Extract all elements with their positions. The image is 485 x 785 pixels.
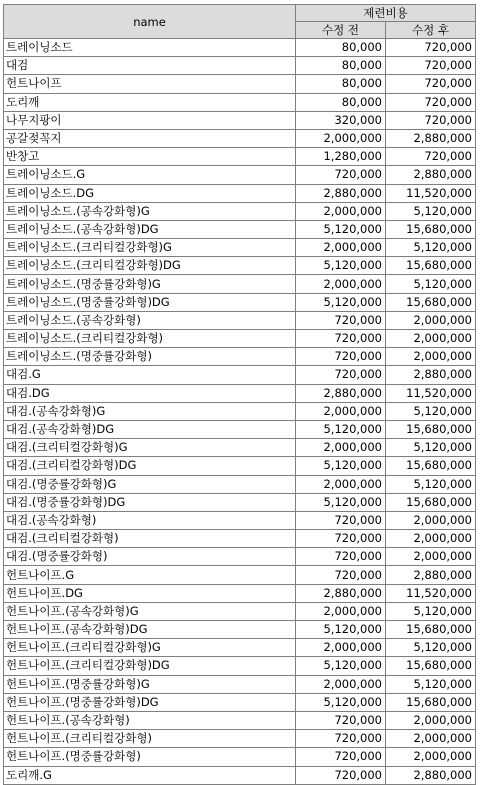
cell-before: 2,000,000 [296,202,386,220]
cell-after: 5,120,000 [386,602,476,620]
cell-name: 트레이닝소드.(공속강화형)G [4,202,296,220]
table-row [4,220,476,238]
cell-name: 트레이닝소드.DG [4,184,296,202]
table-row [4,548,476,566]
cell-name: 트레이닝소드.G [4,166,296,184]
cell-before: 5,120,000 [296,657,386,675]
table-row [4,348,476,366]
table-row [4,39,476,57]
cell-after: 15,680,000 [386,693,476,711]
cell-name: 헌트나이프.DG [4,584,296,602]
cell-name: 헌트나이프.(크리티컬강화형) [4,730,296,748]
table-row [4,257,476,275]
table-row [4,602,476,620]
cell-after: 2,000,000 [386,548,476,566]
cell-name: 대검.(공속강화형)G [4,402,296,420]
table-row [4,311,476,329]
cell-name: 트레이닝소드.(공속강화형) [4,311,296,329]
cell-after: 5,120,000 [386,475,476,493]
cell-after: 720,000 [386,57,476,75]
cell-after: 5,120,000 [386,275,476,293]
table-row [4,675,476,693]
cell-after: 2,880,000 [386,566,476,584]
table-row [4,239,476,257]
cell-after: 15,680,000 [386,293,476,311]
table-row [4,384,476,402]
table-row [4,493,476,511]
table-row [4,639,476,657]
cell-name: 헌트나이프.(공속강화형)G [4,602,296,620]
table-row [4,530,476,548]
table-row [4,657,476,675]
table-row [4,129,476,147]
cell-before: 80,000 [296,75,386,93]
cell-after: 5,120,000 [386,402,476,420]
table-row [4,766,476,784]
cell-after: 15,680,000 [386,420,476,438]
header-before: 수정 전 [296,22,386,39]
cell-name: 트레이닝소드.(크리티컬강화형)DG [4,257,296,275]
cell-before: 5,120,000 [296,420,386,438]
cell-before: 720,000 [296,730,386,748]
cell-after: 15,680,000 [386,493,476,511]
table-row [4,202,476,220]
cell-name: 트레이닝소드.(명중률강화형)DG [4,293,296,311]
table-row [4,93,476,111]
table-row [4,111,476,129]
cell-after: 15,680,000 [386,621,476,639]
cell-name: 대검.(크리티컬강화형)G [4,439,296,457]
cell-after: 5,120,000 [386,439,476,457]
cell-after: 11,520,000 [386,584,476,602]
table-row [4,366,476,384]
cell-name: 나무지팡이 [4,111,296,129]
table-row [4,621,476,639]
cell-before: 2,000,000 [296,439,386,457]
cell-name: 트레이닝소드.(명중률강화형)G [4,275,296,293]
table-row [4,730,476,748]
cell-after: 2,880,000 [386,766,476,784]
cell-name: 트레이닝소드.(명중률강화형) [4,348,296,366]
cell-name: 대검.(공속강화형) [4,511,296,529]
cell-after: 720,000 [386,111,476,129]
table-row [4,475,476,493]
table-row [4,330,476,348]
cell-after: 2,000,000 [386,711,476,729]
cell-after: 15,680,000 [386,257,476,275]
cell-after: 2,000,000 [386,748,476,766]
table-row [4,584,476,602]
cell-before: 720,000 [296,566,386,584]
cell-before: 80,000 [296,57,386,75]
cell-name: 대검.DG [4,384,296,402]
cell-name: 트레이닝소드.(크리티컬강화형) [4,330,296,348]
cell-after: 720,000 [386,75,476,93]
cell-name: 헌트나이프.(명중률강화형)DG [4,693,296,711]
cell-after: 2,000,000 [386,530,476,548]
cell-before: 2,000,000 [296,239,386,257]
refine-cost-table [3,4,476,785]
cell-after: 2,000,000 [386,311,476,329]
cell-before: 5,120,000 [296,257,386,275]
cell-before: 80,000 [296,39,386,57]
cell-before: 5,120,000 [296,220,386,238]
cell-after: 15,680,000 [386,220,476,238]
cell-after: 2,000,000 [386,330,476,348]
cell-before: 2,880,000 [296,584,386,602]
cell-before: 720,000 [296,748,386,766]
cell-before: 5,120,000 [296,457,386,475]
cell-before: 2,000,000 [296,675,386,693]
table-row [4,420,476,438]
cell-name: 반창고 [4,148,296,166]
cell-before: 80,000 [296,93,386,111]
table-row [4,566,476,584]
cell-after: 11,520,000 [386,384,476,402]
cell-name: 헌트나이프.(크리티컬강화형)DG [4,657,296,675]
cell-name: 도리깨 [4,93,296,111]
cell-before: 2,000,000 [296,275,386,293]
cell-name: 대검.(크리티컬강화형) [4,530,296,548]
cell-before: 720,000 [296,548,386,566]
header-name: name [4,5,296,39]
cell-name: 헌트나이프.(공속강화형) [4,711,296,729]
cell-name: 헌트나이프 [4,75,296,93]
table-row [4,711,476,729]
cell-before: 720,000 [296,766,386,784]
cell-after: 5,120,000 [386,675,476,693]
table-body [4,39,476,785]
cell-name: 헌트나이프.G [4,566,296,584]
table-row [4,184,476,202]
cell-after: 720,000 [386,93,476,111]
cell-before: 2,880,000 [296,384,386,402]
cell-before: 720,000 [296,166,386,184]
cell-name: 대검.(크리티컬강화형)DG [4,457,296,475]
cell-after: 2,880,000 [386,166,476,184]
table-row [4,748,476,766]
cell-name: 트레이닝소드.(공속강화형)DG [4,220,296,238]
cell-before: 720,000 [296,711,386,729]
table-row [4,166,476,184]
cell-name: 트레이닝소드.(크리티컬강화형)G [4,239,296,257]
cell-name: 대검.(명중률강화형)DG [4,493,296,511]
cell-before: 720,000 [296,366,386,384]
cell-name: 대검.(명중률강화형)G [4,475,296,493]
cell-before: 2,000,000 [296,602,386,620]
cell-before: 720,000 [296,511,386,529]
cell-name: 헌트나이프.(공속강화형)DG [4,621,296,639]
cell-after: 720,000 [386,39,476,57]
cell-before: 1,280,000 [296,148,386,166]
cell-name: 대검.(명중률강화형) [4,548,296,566]
table-row [4,275,476,293]
cell-after: 720,000 [386,148,476,166]
table-row [4,75,476,93]
cell-before: 720,000 [296,348,386,366]
header-after: 수정 후 [386,22,476,39]
table-row [4,402,476,420]
cell-before: 2,000,000 [296,475,386,493]
cell-before: 5,120,000 [296,293,386,311]
table-row [4,148,476,166]
cell-before: 5,120,000 [296,493,386,511]
cell-after: 2,000,000 [386,730,476,748]
cell-name: 헌트나이프.(크리티컬강화형)G [4,639,296,657]
cell-name: 트레이닝소드 [4,39,296,57]
cell-name: 대검 [4,57,296,75]
cell-before: 720,000 [296,330,386,348]
cell-after: 11,520,000 [386,184,476,202]
table-row [4,439,476,457]
cell-before: 2,880,000 [296,184,386,202]
table-header [4,5,476,39]
cell-name: 도리깨.G [4,766,296,784]
cell-name: 공갈젖꼭지 [4,129,296,147]
cell-name: 대검.G [4,366,296,384]
cell-before: 720,000 [296,530,386,548]
cell-after: 15,680,000 [386,657,476,675]
cell-before: 2,000,000 [296,402,386,420]
cell-before: 5,120,000 [296,693,386,711]
cell-before: 720,000 [296,311,386,329]
cell-name: 대검.(공속강화형)DG [4,420,296,438]
cell-after: 2,000,000 [386,511,476,529]
cell-before: 5,120,000 [296,621,386,639]
cell-before: 2,000,000 [296,129,386,147]
table-row [4,511,476,529]
cell-name: 헌트나이프.(명중률강화형)G [4,675,296,693]
cell-before: 2,000,000 [296,639,386,657]
header-refine-cost: 제련비용 [296,5,476,22]
table-row [4,57,476,75]
table-row [4,457,476,475]
cell-after: 5,120,000 [386,202,476,220]
cell-after: 2,880,000 [386,366,476,384]
cell-after: 2,000,000 [386,348,476,366]
cell-before: 320,000 [296,111,386,129]
cell-after: 2,880,000 [386,129,476,147]
cell-name: 헌트나이프.(명중률강화형) [4,748,296,766]
table-row [4,293,476,311]
table-row [4,693,476,711]
cell-after: 15,680,000 [386,457,476,475]
cell-after: 5,120,000 [386,239,476,257]
cell-after: 5,120,000 [386,639,476,657]
